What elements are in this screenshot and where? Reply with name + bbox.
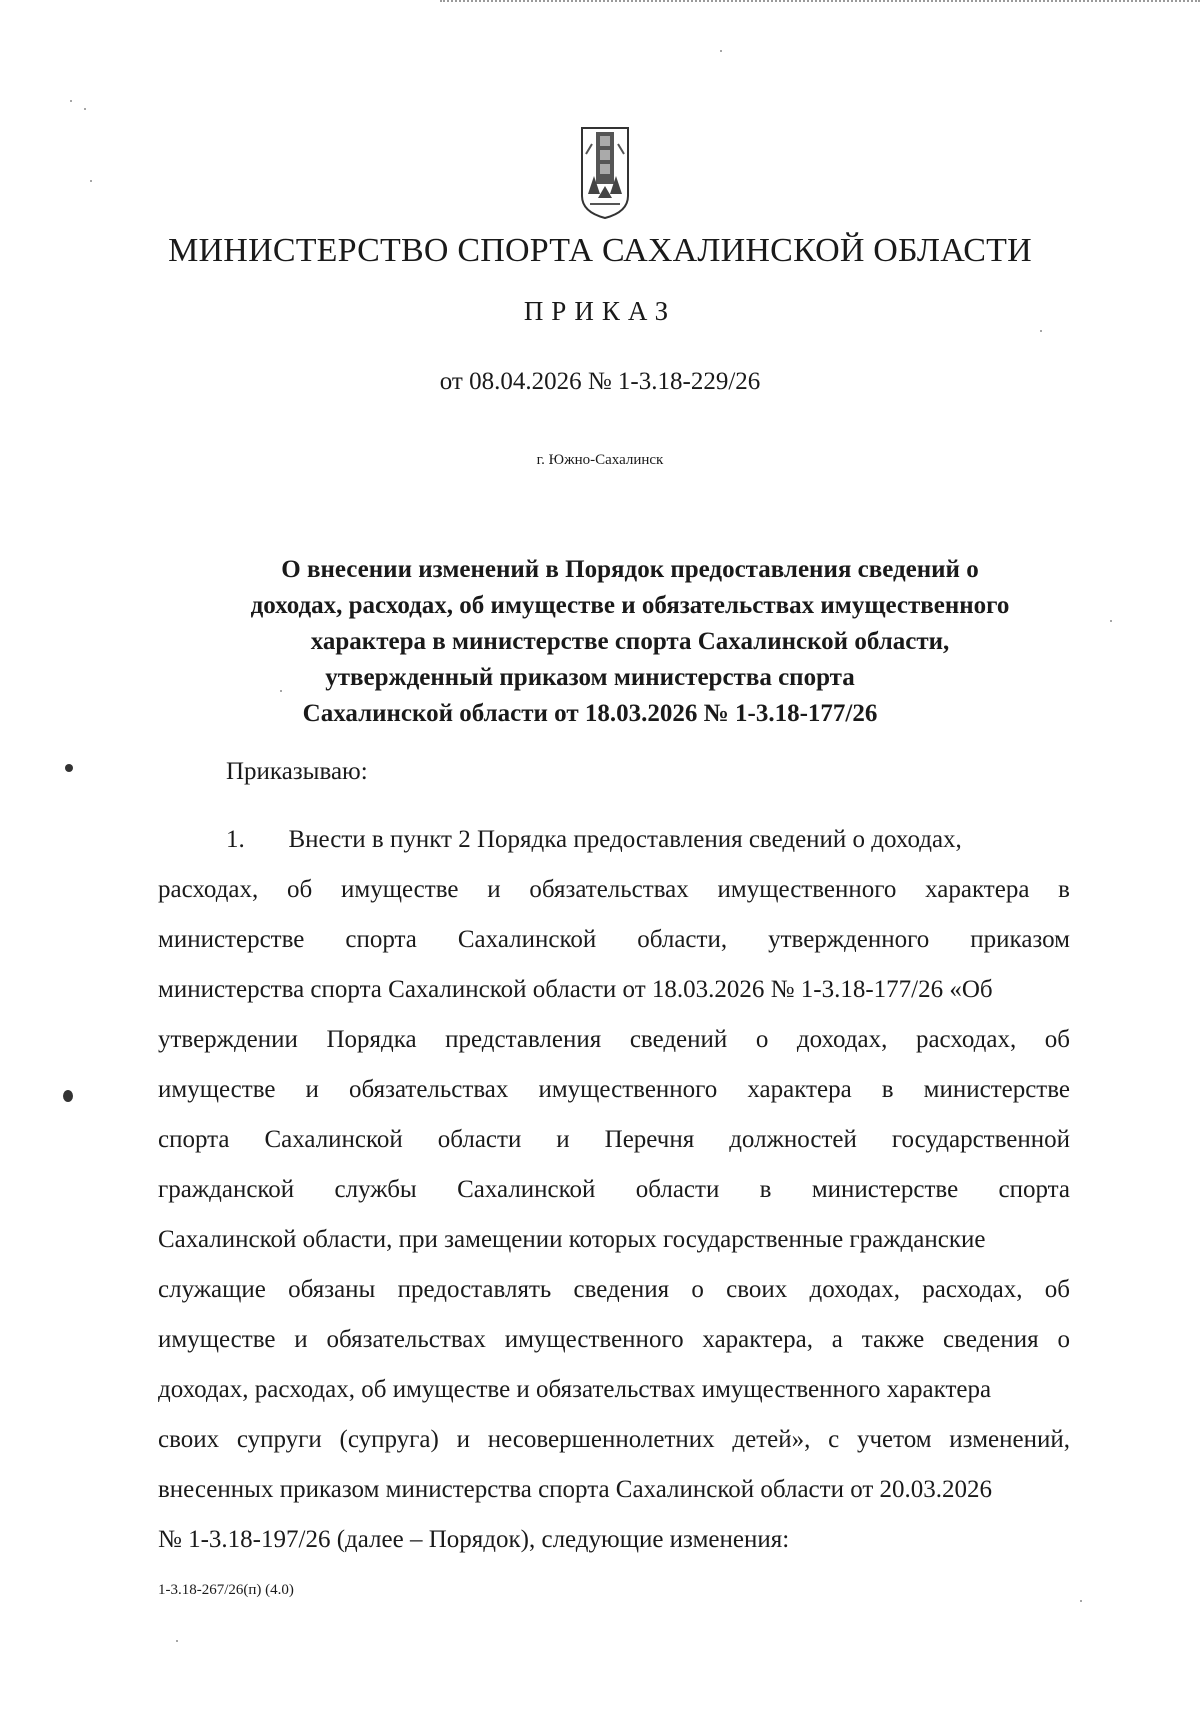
body-line: имуществе и обязательствах имущественного характера в министерстве bbox=[158, 1076, 1070, 1103]
body-line: министерства спорта Сахалинской области от 18.03.2026 № 1-3.18-177/26 «Об bbox=[158, 976, 993, 1003]
order-greeting: Приказываю: bbox=[226, 758, 368, 785]
body-line: гражданской службы Сахалинской области в министерстве спорта bbox=[158, 1176, 1070, 1203]
body-line: министерстве спорта Сахалинской области, утвержденного приказом bbox=[158, 926, 1070, 953]
title-line: характера в министерстве спорта Сахалинской области, bbox=[310, 628, 950, 655]
body-line: служащие обязаны предоставлять сведения о своих доходах, расходах, об bbox=[158, 1276, 1070, 1303]
body-line: расходах, об имуществе и обязательствах имущественного характера в bbox=[158, 876, 1070, 903]
scan-speck bbox=[84, 108, 86, 110]
body-line: утверждении Порядка представления сведений о доходах, расходах, об bbox=[158, 1026, 1070, 1053]
document-id: 1-3.18-267/26(п) (4.0) bbox=[158, 1582, 294, 1598]
scan-speck bbox=[720, 50, 722, 52]
scan-speck bbox=[1110, 620, 1112, 622]
title-line: утвержденный приказом министерства спорта bbox=[325, 664, 855, 691]
body-line: спорта Сахалинской области и Перечня должностей государственной bbox=[158, 1126, 1070, 1153]
scan-speck bbox=[90, 180, 92, 182]
body-line: внесенных приказом министерства спорта Сахалинской области от 20.03.2026 bbox=[158, 1476, 993, 1503]
body-line: своих супруги (супруга) и несовершеннолетних детей», с учетом изменений, bbox=[158, 1426, 1070, 1453]
scan-speck bbox=[1080, 1600, 1082, 1602]
scan-speck bbox=[1040, 330, 1042, 332]
city-name: г. Южно-Сахалинск bbox=[536, 452, 664, 468]
body-line: № 1-3.18-197/26 (далее – Порядок), следующие изменения: bbox=[158, 1526, 790, 1553]
title-line: О внесении изменений в Порядок предоставления сведений о bbox=[281, 556, 979, 583]
scan-speck bbox=[70, 100, 72, 102]
title-line: доходах, расходах, об имуществе и обязательствах имущественного bbox=[250, 592, 1010, 619]
document-type: ПРИКАЗ bbox=[523, 296, 677, 326]
scan-speck bbox=[176, 1640, 178, 1642]
ministry-name: МИНИСТЕРСТВО СПОРТА САХАЛИНСКОЙ ОБЛАСТИ bbox=[168, 232, 1032, 269]
scan-border-line bbox=[440, 0, 1200, 2]
title-line: Сахалинской области от 18.03.2026 № 1-3.18-177/26 bbox=[302, 700, 878, 727]
body-line: доходах, расходах, об имуществе и обязательствах имущественного характера bbox=[158, 1376, 992, 1403]
order-number: от 08.04.2026 № 1-3.18-229/26 bbox=[439, 368, 761, 395]
body-line: имуществе и обязательствах имущественного характера, а также сведения о bbox=[158, 1326, 1070, 1353]
scan-mark bbox=[65, 764, 73, 772]
body-line: 1. Внести в пункт 2 Порядка предоставления сведений о доходах, bbox=[226, 826, 962, 853]
scan-mark bbox=[63, 1090, 73, 1102]
body-line: Сахалинской области, при замещении которых государственные гражданские bbox=[158, 1226, 986, 1253]
coat-of-arms-icon bbox=[576, 124, 634, 220]
